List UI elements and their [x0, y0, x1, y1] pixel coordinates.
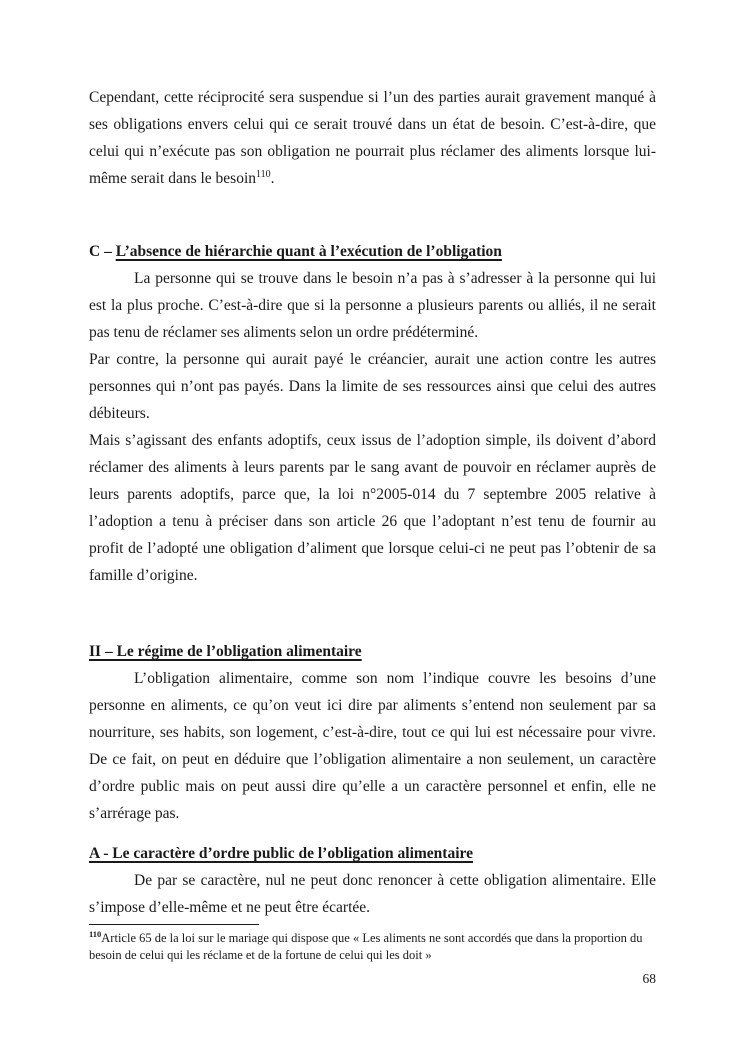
heading-section-ii: II – Le régime de l’obligation alimentaire: [89, 643, 362, 660]
footnote-reference-110: 110: [256, 168, 271, 180]
heading-prefix: C –: [89, 243, 116, 260]
heading-title: L’absence de hiérarchie quant à l’exécution de l’obligation: [115, 243, 502, 260]
footnote-number: 110: [89, 928, 102, 939]
footnote-text: Article 65 de la loi sur le mariage qui dispose que « Les aliments ne sont accordés que dans la proportion du besoin de celui qui les réclame et de la fortune de celui qui les doit »: [89, 931, 643, 962]
heading-section-c: [89, 238, 656, 265]
footnote-divider: [89, 924, 259, 925]
paragraph-reciprocite: [89, 84, 656, 192]
paragraph-text-after: .: [270, 170, 275, 187]
paragraph-caractere: De par se caractère, nul ne peut donc renoncer à cette obligation alimentaire. Elle s’impose d’elle-même et ne peut être écartée.: [89, 872, 656, 916]
paragraph-regime: L’obligation alimentaire, comme son nom l’indique couvre les besoins d’une personne en aliments, ce qu’on veut ici dire par aliments s’entend non seulement par sa nourriture, ses habits, son logement, c’est-à-dire, tout ce qui lui est nécessaire pour vivre. De ce fait, on peut en déduire que l’obligation alimentaire a non seulement, un caractère d’ordre public mais on peut aussi dire qu’elle a un caractère personnel et enfin, elle ne s’arrérage pas.: [89, 670, 656, 822]
heading-section-a: A - Le caractère d’ordre public de l’obligation alimentaire: [89, 845, 474, 862]
footnote: [89, 930, 656, 964]
paragraph-par-contre: Par contre, la personne qui aurait payé le créancier, aurait une action contre les autres personnes qui n’ont pas payés. Dans la limite de ses ressources ainsi que celui des autres débiteurs.: [89, 351, 656, 422]
paragraph-text: Cependant, cette réciprocité sera suspendue si l’un des parties aurait gravement manqué à ses obligations envers celui qui ce serait trouvé dans un état de besoin. C’est-à-dire, que celui qui n’exécute pas son obligation ne pourrait plus réclamer des aliments lorsque lui-même serait dans le besoin: [89, 89, 656, 187]
page-number: 68: [642, 971, 656, 986]
paragraph-enfants-adoptifs: Mais s’agissant des enfants adoptifs, ceux issus de l’adoption simple, ils doivent d’abord réclamer des aliments à leurs parents par le sang avant de pouvoir en réclamer auprès de leurs parents adoptifs, parce que, la loi n°2005-014 du 7 septembre 2005 relative à l’adoption a tenu à préciser dans son article 26 que l’adoptant n’est tenu de fournir au profit de l’adopté une obligation d’aliment que lorsque celui-ci ne peut pas l’obtenir de sa famille d’origine.: [89, 432, 656, 584]
paragraph-personne: La personne qui se trouve dans le besoin n’a pas à s’adresser à la personne qui lui est la plus proche. C’est-à-dire que si la personne a plusieurs parents ou alliés, il ne serait pas tenu de réclamer ses aliments selon un ordre prédéterminé.: [89, 270, 656, 341]
